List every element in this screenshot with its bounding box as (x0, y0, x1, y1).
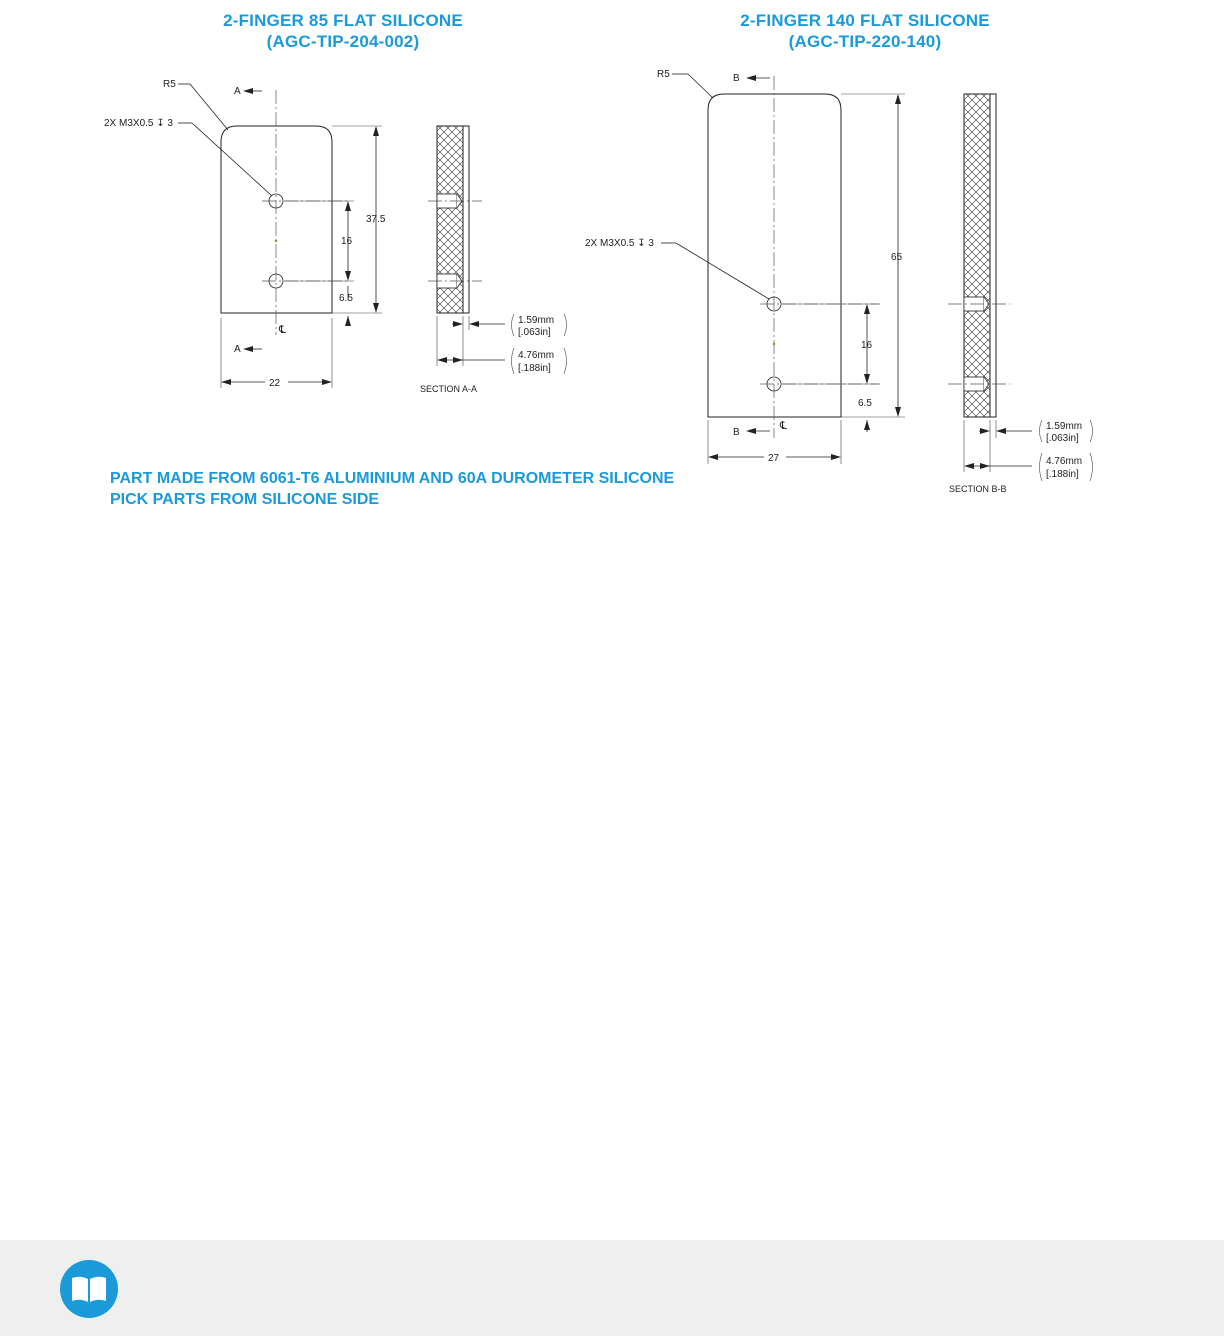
right-front-view (585, 69, 905, 464)
left-height-dim: 37.5 (366, 214, 386, 225)
left-radius-label: R5 (163, 79, 176, 90)
right-total-thickness-mm: 4.76mm (1046, 456, 1083, 467)
left-section-mark-bottom: A (234, 344, 241, 355)
left-part-number: (AGC-TIP-204-002) (266, 32, 420, 51)
right-part-number: (AGC-TIP-220-140) (788, 32, 942, 51)
left-part-name: 2-FINGER 85 FLAT SILICONE (223, 11, 463, 30)
pick-note: PICK PARTS FROM SILICONE SIDE (110, 491, 380, 508)
left-front-view (104, 79, 386, 389)
right-silicone-thickness-in: [.063in] (1046, 433, 1079, 444)
left-finger-outline (221, 126, 332, 313)
left-width-dim: 22 (269, 378, 281, 389)
material-note: PART MADE FROM 6061-T6 ALUMINIUM AND 60A DUROMETER SILICONE (110, 470, 675, 487)
right-section-label: SECTION B-B (949, 484, 1007, 494)
right-part-name: 2-FINGER 140 FLAT SILICONE (740, 11, 990, 30)
left-section-mark-top: A (234, 86, 241, 97)
right-finger-outline (708, 94, 841, 417)
left-total-thickness-mm: 4.76mm (518, 350, 555, 361)
right-total-thickness-in: [.188in] (1046, 469, 1079, 480)
left-section-view (420, 126, 567, 394)
right-hole-spacing-dim: 16 (861, 340, 873, 351)
book-icon[interactable] (60, 1260, 118, 1318)
right-hole-callout: 2X M3X0.5 ↧ 3 (585, 238, 654, 249)
right-section-mark-top: B (733, 73, 740, 84)
right-height-dim: 65 (891, 252, 903, 263)
left-total-thickness-in: [.188in] (518, 363, 551, 374)
right-centerline-symbol: ℄ (780, 420, 788, 432)
material-notes (110, 468, 674, 510)
page-footer (0, 1240, 1224, 1336)
left-silicone-thickness-mm: 1.59mm (518, 315, 555, 326)
technical-drawing (0, 0, 1224, 520)
left-section-label: SECTION A-A (420, 384, 478, 394)
left-centerline-symbol: ℄ (279, 324, 287, 336)
left-hole-callout: 2X M3X0.5 ↧ 3 (104, 118, 173, 129)
right-section-view (948, 94, 1093, 494)
left-bottom-offset-dim: 6.5 (339, 293, 353, 304)
left-hole-spacing-dim: 16 (341, 236, 353, 247)
right-radius-label: R5 (657, 69, 670, 80)
right-width-dim: 27 (768, 453, 780, 464)
right-silicone-thickness-mm: 1.59mm (1046, 421, 1083, 432)
left-silicone-thickness-in: [.063in] (518, 327, 551, 338)
right-section-mark-bottom: B (733, 427, 740, 438)
right-bottom-offset-dim: 6.5 (858, 398, 872, 409)
